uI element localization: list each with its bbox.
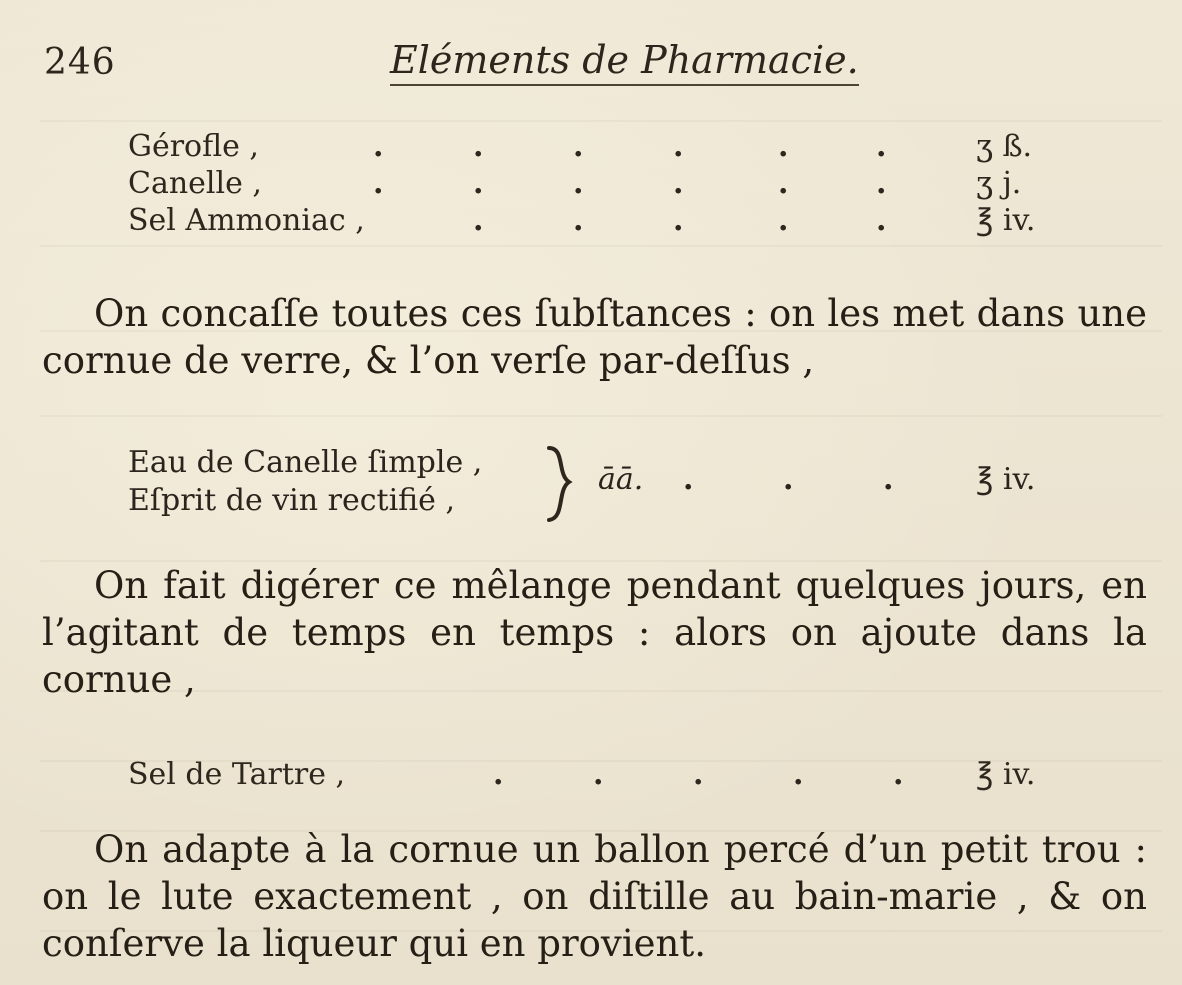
ingredient-name: Sel Ammoniac , <box>128 203 365 238</box>
ingredient-row: Canelle , . . . . . . ʒ j. <box>128 166 1022 201</box>
page-number: 246 <box>44 42 116 83</box>
ingredient-name: Eau de Canelle ſimple , <box>128 445 483 480</box>
ingredient-quantity: ℥ iv. <box>976 203 1036 238</box>
ingredient-list-2: Eau de Canelle ſimple , Eſprit de vin rectifié , āā. . . . ℥ iv. <box>128 440 1068 530</box>
ingredient-name: Gérofle , <box>128 129 259 164</box>
ingredient-row: Sel Ammoniac , . . . . . ℥ iv. <box>128 203 1036 238</box>
ingredient-quantity: ʒ ß. <box>976 129 1033 164</box>
ingredient-name: Canelle , <box>128 166 262 201</box>
paragraph: On concaſſe toutes ces ſubſtances : on les met dans une cornue de verre, & l’on verſe par-deſſus , <box>42 292 1147 382</box>
ingredient-quantity: ℥ iv. <box>976 757 1036 792</box>
ingredient-quantity: ʒ j. <box>976 166 1022 201</box>
curly-brace-icon <box>543 444 583 524</box>
ingredient-list-1 <box>128 128 1068 239</box>
ingredient-list-3 <box>128 756 1068 793</box>
running-head <box>40 38 1142 88</box>
paragraph: On adapte à la cornue un ballon percé d’un petit trou : on le lute exactement , on diſtille au bain-marie , & on conſerve la liqueur qui en provient. <box>42 828 1147 965</box>
ana-abbreviation: āā. <box>598 462 644 497</box>
ingredient-row: Sel de Tartre , . . . . . ℥ iv. <box>128 757 1036 792</box>
page-title: Eléments de Pharmacie. <box>390 38 859 86</box>
ingredient-name: Sel de Tartre , <box>128 757 346 792</box>
ingredient-row: Gérofle , . . . . . . ʒ ß. <box>128 129 1033 164</box>
paragraph: On fait digérer ce mêlange pendant quelques jours, en l’agitant de temps en temps : alors on ajoute dans la cornue , <box>42 564 1147 701</box>
ingredient-name: Eſprit de vin rectifié , <box>128 483 456 518</box>
ingredient-quantity: ℥ iv. <box>976 462 1036 497</box>
